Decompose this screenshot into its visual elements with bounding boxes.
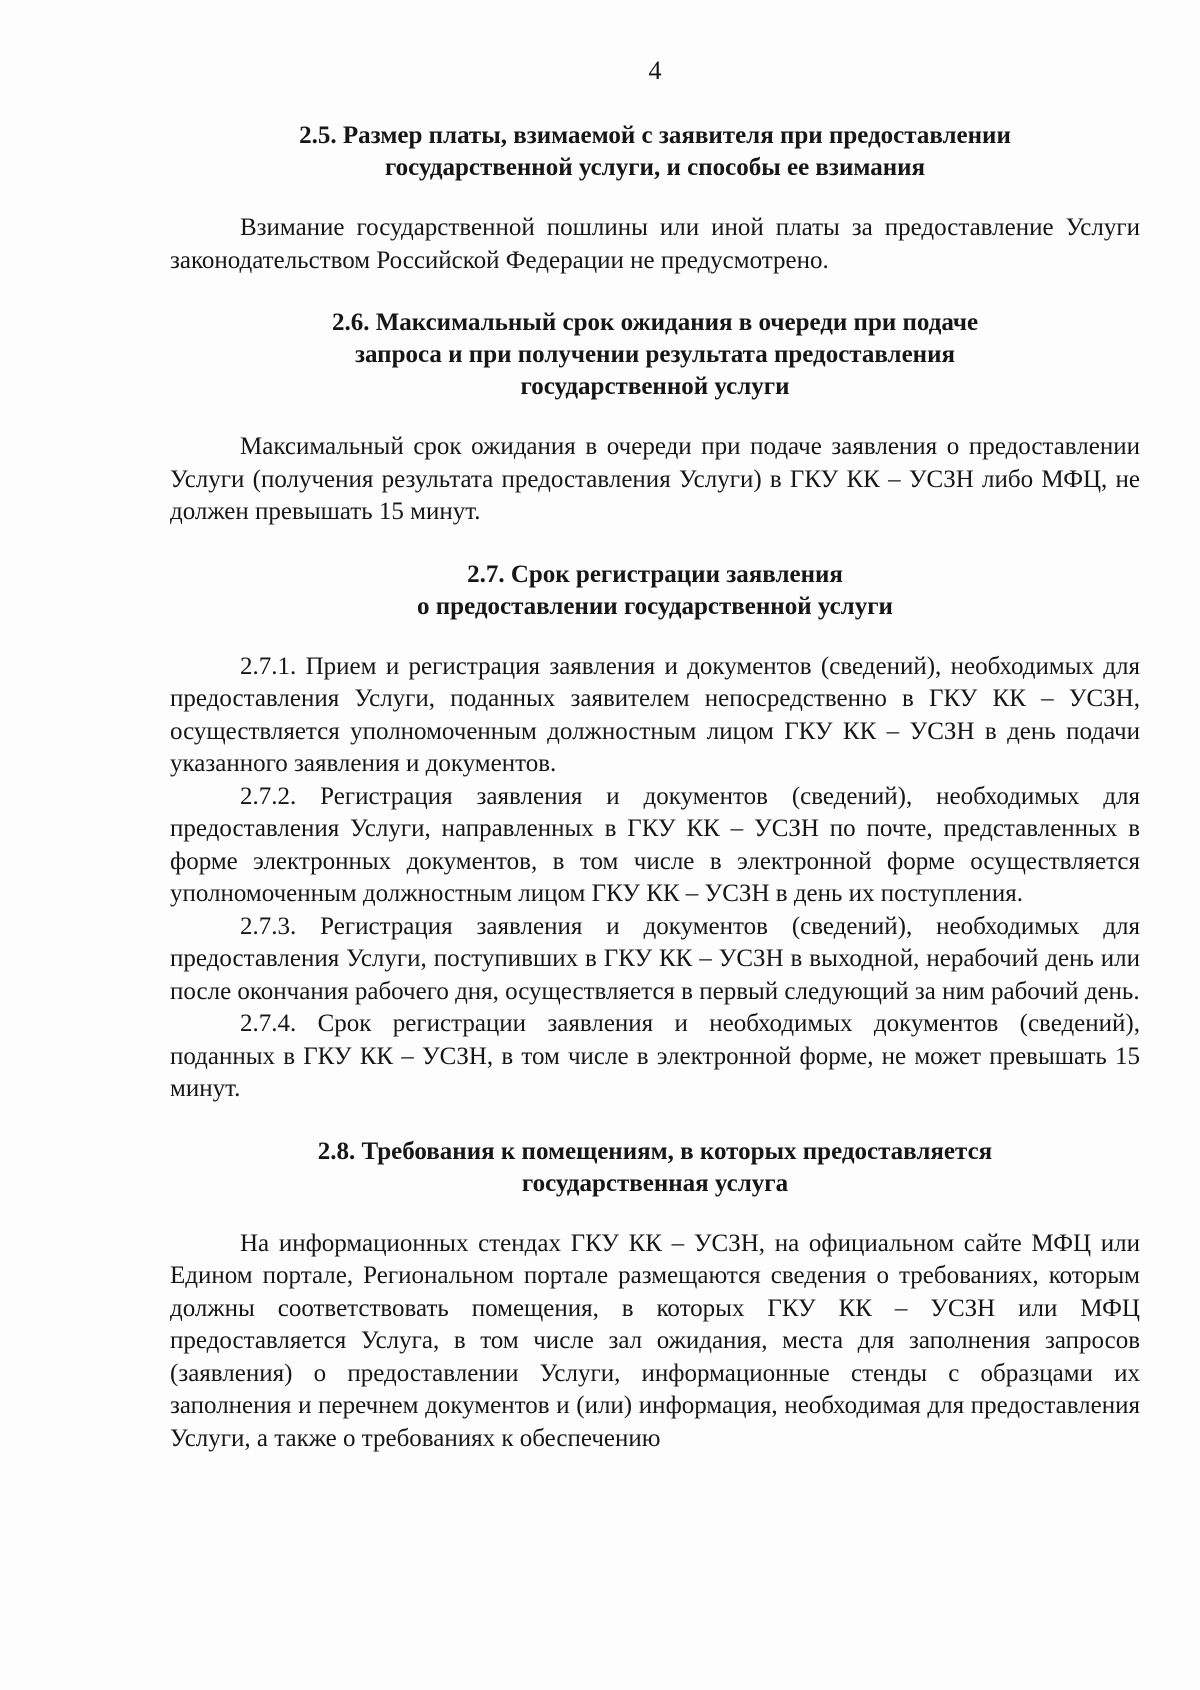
heading-line: государственная услуга [521,1169,789,1197]
heading-line: 2.5. Размер платы, взимаемой с заявителя при предоставлении [299,122,1011,149]
paragraph-2-7-2: 2.7.2. Регистрация заявления и документов (сведений), необходимых для предоставления Услуги, направленных в ГКУ КК – УСЗН по почте, представленных в форме электронных документов, в том числе в электронной форме осуществляется уполномоченным должностным лицом ГКУ КК – УСЗН в день их поступления. [170,782,1140,907]
paragraph-2-7-1: 2.7.1. Прием и регистрация заявления и документов (сведений), необходимых для предоставления Услуги, поданных заявителем непосредственно в ГКУ КК – УСЗН, осуществляется уполномоченным должностным лицом ГКУ КК – УСЗН в день подачи указанного заявления и документов. [170,652,1140,777]
document-body [170,120,1140,1455]
heading-line: 2.7. Срок регистрации заявления [467,560,843,588]
page-number: 4 [648,56,662,85]
paragraph: Взимание государственной пошлины или иной платы за предоставление Услуги законодательством Российской Федерации не предусмотрено. [170,214,1140,274]
heading-2-5 [170,120,1140,184]
heading-line: 2.8. Требования к помещениям, в которых предоставляется [317,1137,993,1165]
heading-line: запроса и при получении результата предоставления [354,341,956,368]
paragraph-2-7-4: 2.7.4. Срок регистрации заявления и необходимых документов (сведений), поданных в ГКУ КК – УСЗН, в том числе в электронной форме, не может превышать 15 минут. [170,1010,1140,1102]
heading-2-8 [170,1136,1140,1200]
heading-2-6 [170,307,1140,403]
paragraph-2-7-3: 2.7.3. Регистрация заявления и документов (сведений), необходимых для предоставления Услуги, поступивших в ГКУ КК – УСЗН в выходной, нерабочий день или после окончания рабочего дня, осуществляется в первый следующий за ним рабочий день. [170,912,1140,1005]
paragraph: На информационных стендах ГКУ КК – УСЗН, на официальном сайте МФЦ или Едином портале, Региональном портале размещаются сведения о требованиях, которым должны соответствовать помещения, в которых ГКУ КК – УСЗН или МФЦ предоставляется Услуга, в том числе зал ожидания, места для заполнения запросов (заявления) о предоставлении Услуги, информационные стенды с образцами их заполнения и перечнем документов и (или) информация, необходимая для предоставления Услуги, а также о требованиях к обеспечению [170,1229,1140,1452]
heading-line: о предоставлении государственной услуги [417,592,893,620]
paragraph: Максимальный срок ожидания в очереди при подаче заявления о предоставлении Услуги (получения результата предоставления Услуги) в ГКУ КК – УСЗН либо МФЦ, не должен превышать 15 минут. [170,433,1140,525]
heading-line: 2.6. Максимальный срок ожидания в очереди при подаче [331,309,979,336]
heading-line: государственной услуги, и способы ее взимания [384,154,926,181]
heading-line: государственной услуги [520,373,790,400]
heading-2-7 [170,559,1140,623]
